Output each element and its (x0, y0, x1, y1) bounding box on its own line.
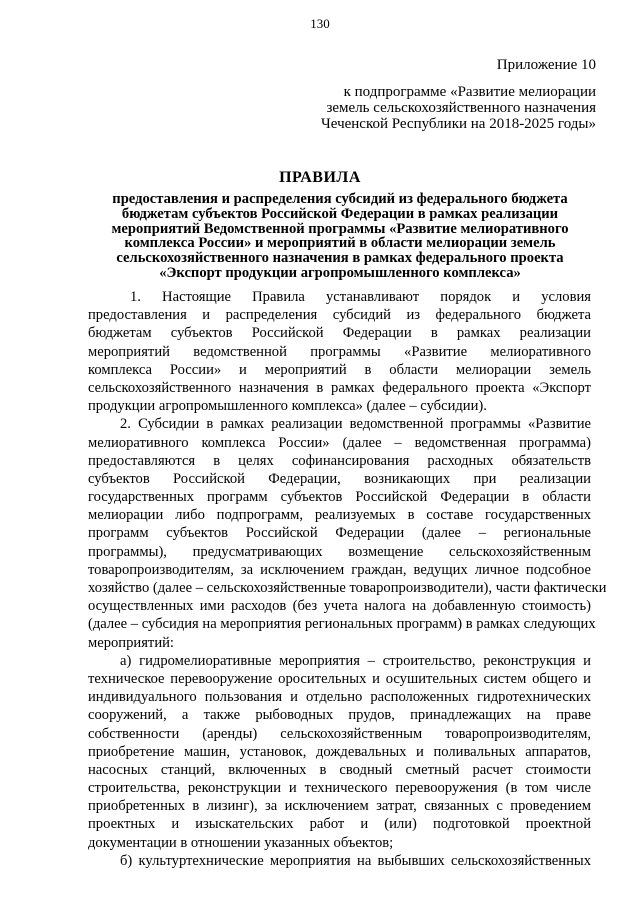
body-line: собственности (аренды) сельскохозяйственным товаропроизводителям, (88, 725, 591, 742)
appendix-title: Приложение 10 (496, 57, 596, 73)
body-line: проектных и изыскательских работ и (или) подготовкой проектной (88, 816, 591, 833)
body-line: сооружений, а также рыбоводных прудов, принадлежащих на праве (88, 707, 591, 724)
appendix-line: Чеченской Республики на 2018-2025 годы» (321, 116, 596, 132)
document-subtitle (90, 192, 590, 281)
body-line: 2. Субсидии в рамках реализации ведомственной программы «Развитие (120, 416, 591, 433)
document-title: ПРАВИЛА (279, 169, 361, 186)
subtitle-line: бюджетам субъектов Российской Федерации в рамках реализации (121, 205, 559, 222)
body-line: мелиоративного комплекса России» (далее – ведомственная программа) (88, 434, 591, 451)
body-line: мелиорации либо подпрограмм, реализуемых в составе государственных (88, 507, 591, 524)
body-line: хозяйство (далее – сельскохозяйственные товаропроизводители), части фактически (88, 580, 607, 596)
body-line: мероприятий: (88, 634, 174, 651)
body-line: а) гидромелиоративные мероприятия – строительство, реконструкция и (120, 652, 591, 669)
appendix-line: земель сельскохозяйственного назначения (326, 100, 596, 116)
subtitle-line: предоставления и распределения субсидий из федерального бюджета (112, 191, 568, 207)
body-line: индивидуального пользования и отдельно расположенных гидротехнических (88, 689, 591, 706)
body-line: государственных программ субъектов Российской Федерации в области (88, 489, 591, 506)
body-line: строительства, реконструкции и технического перевооружения (в том числе (88, 780, 591, 797)
subtitle-line: «Экспорт продукции агропромышленного комплекса» (159, 264, 521, 281)
body-line: товаропроизводителям, за исключением граждан, ведущих личное подсобное (88, 561, 591, 578)
body-line: приобретение машин, установок, дождевальных и поливальных аппаратов, (88, 743, 591, 760)
body-line: осуществленных ими расходов (без учета налога на добавленную стоимость) (88, 598, 591, 615)
subtitle-line: сельскохозяйственного назначения в рамках федерального проекта (116, 250, 564, 267)
body-line: предоставляются в целях софинансирования расходных обязательств (88, 452, 591, 469)
body-line: субъектов Российской Федерации, возникающих при реализации (88, 470, 591, 487)
body-line: мероприятий ведомственной программы «Развитие мелиоративного (88, 343, 591, 360)
body-line: документации в отношении указанных объектов; (88, 834, 394, 851)
body-line: бюджетам субъектов Российской Федерации в рамках реализации (88, 325, 591, 342)
subtitle-line: мероприятий Ведомственной программы «Развитие мелиоративного (111, 220, 569, 237)
body-line: программы), предусматривающих возмещение сельскохозяйственным (88, 543, 591, 560)
appendix-line: к подпрограмме «Развитие мелиорации (343, 84, 596, 100)
body-line: 1. Настоящие Правила устанавливают порядок и условия (130, 289, 591, 305)
body-line: комплекса России» и мероприятий в области мелиорации земель (88, 361, 591, 378)
body-line: техническое перевооружение оросительных и осушительных систем общего и (88, 670, 591, 687)
page-number: 130 (310, 16, 330, 31)
appendix-header (256, 57, 596, 132)
document-body (88, 288, 607, 870)
body-line: сельскохозяйственного назначения в рамках федерального проекта «Экспорт (88, 379, 591, 396)
body-line: приобретенных в лизинг), за исключением затрат, связанных с проведением (88, 798, 591, 815)
body-line: программ субъектов Российской Федерации (далее – региональные (88, 525, 591, 542)
body-line: (далее – субсидия на мероприятия региональных программ) в рамках следующих (88, 616, 596, 633)
body-line: продукции агропромышленного комплекса» (далее – субсидии). (88, 398, 487, 415)
subtitle-line: комплекса России» и мероприятий в области мелиорации земель (124, 235, 556, 252)
body-line: предоставления и распределения субсидий из федерального бюджета (88, 307, 591, 324)
body-line: б) культуртехнические мероприятия на выбывших сельскохозяйственных (120, 852, 591, 869)
body-line: насосных станций, включенных в сводный сметный расчет стоимости (88, 761, 591, 778)
